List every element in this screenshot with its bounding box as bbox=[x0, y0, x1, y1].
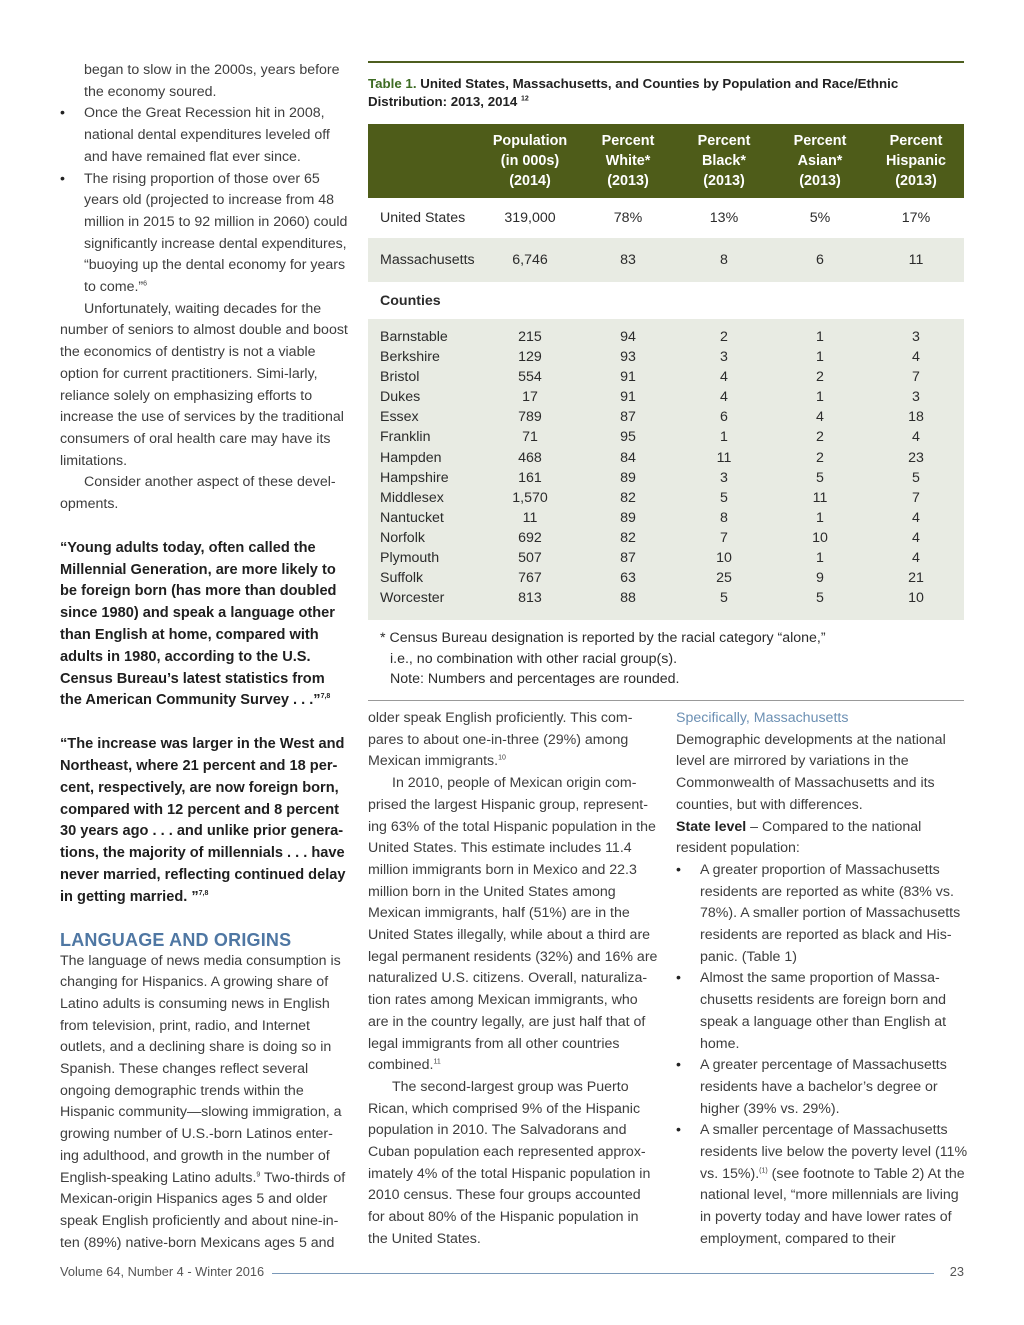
table-cell: Dukes bbox=[368, 387, 480, 407]
bullet-list bbox=[676, 860, 968, 1251]
table-cell: 23 bbox=[868, 447, 964, 467]
table-cell: 5% bbox=[772, 198, 868, 238]
table-cell: 82 bbox=[580, 488, 676, 508]
column-header: Percent Hispanic (2013) bbox=[868, 124, 964, 198]
footnote-ref: 9 bbox=[256, 1170, 261, 1178]
table-cell: 25 bbox=[676, 568, 772, 588]
bullet-list bbox=[60, 103, 350, 298]
table-note: Note: Numbers and percentages are rounded. bbox=[390, 671, 680, 688]
paragraph-text: The language of news media consumption is changing for Hispanics. A growing share of Latino adults is consuming news in English from television, print, radio, and Internet outlets, and a declining share is doing so in Spanish. These changes reflect several ongoing demographic trends within the Hispanic community—slowing immigration, a growing number of U.S.-born Latinos enter-ing adulthood, and growth in the number of English-speaking Latino adults. bbox=[60, 952, 342, 1186]
paragraph: Demographic developments at the national level are mirrored by variations in the Commonwealth of Massachusetts and its counties, but with differences. bbox=[676, 731, 946, 813]
footnote-ref: 6 bbox=[143, 280, 148, 288]
table-cell: 813 bbox=[480, 588, 580, 620]
list-item-text: Once the Great Recession hit in 2008, national dental expenditures leveled off and have remained flat ever since. bbox=[84, 105, 330, 165]
list-item: • Almost the same proportion of Massa-chusetts residents are foreign born and speak a language other than English at home. bbox=[676, 968, 968, 1055]
table-cell: 88 bbox=[580, 588, 676, 620]
footnote-ref: 12 bbox=[520, 95, 529, 103]
table-row bbox=[368, 528, 964, 548]
table-cell: 468 bbox=[480, 447, 580, 467]
table-cell: 11 bbox=[676, 447, 772, 467]
list-item bbox=[60, 103, 350, 168]
issue-label: Volume 64, Number 4 - Winter 2016 bbox=[60, 1264, 265, 1279]
table-cell: Barnstable bbox=[368, 319, 480, 347]
table-cell: Suffolk bbox=[368, 568, 480, 588]
table-cell: 82 bbox=[580, 528, 676, 548]
table-cell: 692 bbox=[480, 528, 580, 548]
table-cell: Bristol bbox=[368, 367, 480, 387]
table-caption-label: Table 1. bbox=[368, 76, 417, 91]
table-cell: 8 bbox=[676, 508, 772, 528]
section-heading: LANGUAGE AND ORIGINS bbox=[60, 929, 292, 950]
table-caption-text: United States, Massachusetts, and Counties by Population and Race/Ethnic Distribution: 2013, 2014 bbox=[368, 76, 899, 109]
table-cell: Franklin bbox=[368, 427, 480, 447]
table-cell: 17 bbox=[480, 387, 580, 407]
table-row bbox=[368, 282, 964, 319]
table-cell: 2 bbox=[772, 367, 868, 387]
table-cell: 319,000 bbox=[480, 198, 580, 238]
data-table bbox=[368, 124, 964, 620]
footnote-ref: 7,8 bbox=[320, 693, 331, 701]
right-column bbox=[676, 708, 968, 1251]
table-cell: 3 bbox=[676, 347, 772, 367]
table-cell: 18 bbox=[868, 407, 964, 427]
table-caption bbox=[368, 75, 964, 111]
table-cell: 129 bbox=[480, 347, 580, 367]
table-cell: 2 bbox=[772, 447, 868, 467]
table-cell: 215 bbox=[480, 319, 580, 347]
table-cell: 1 bbox=[772, 319, 868, 347]
table-cell: 4 bbox=[676, 387, 772, 407]
table-cell: 1 bbox=[676, 427, 772, 447]
list-item: • A greater proportion of Massachusetts residents are reported as white (83% vs. 78%). A smaller portion of Massachusetts residents are reported as black and His-panic. (Table 1) bbox=[676, 860, 968, 969]
table-row bbox=[368, 238, 964, 282]
table-row bbox=[368, 407, 964, 427]
table-cell: 5 bbox=[772, 468, 868, 488]
table-cell: 87 bbox=[580, 407, 676, 427]
paragraph-text: In 2010, people of Mexican origin com-prised the largest Hispanic group, represent-ing 63% of the total Hispanic population in the United States. This estimate includes 11.4 million immigrants born in Mexico and 22.3 million born in the United States among Mexican immigrants, half (51%) are in the United States illegally, while about a third are legal permanent residents (32%) and 16% are naturalized U.S. citizens. Overall, naturaliza-tion rates among Mexican immigrants, who are in the country legally, are just half that of legal immigrants from all other countries combined. bbox=[368, 775, 658, 1074]
table-cell: 6,746 bbox=[480, 238, 580, 282]
table-1 bbox=[368, 61, 964, 690]
table-cell: 6 bbox=[772, 238, 868, 282]
table-cell: United States bbox=[368, 198, 480, 238]
column-header: Percent White* (2013) bbox=[580, 124, 676, 198]
table-cell: Nantucket bbox=[368, 508, 480, 528]
paragraph bbox=[368, 708, 660, 773]
table-row bbox=[368, 468, 964, 488]
table-cell: 5 bbox=[772, 588, 868, 620]
table-cell: 1,570 bbox=[480, 488, 580, 508]
table-notes bbox=[368, 628, 964, 690]
footnote-ref: 11 bbox=[433, 1058, 441, 1066]
paragraph-text: older speak English proficiently. This com-pares to about one-in-three (29%) among Mexican immigrants. bbox=[368, 710, 633, 770]
table-cell: 2 bbox=[676, 319, 772, 347]
list-item-text: At the national level, “more millennials are living in poverty today and have lower rates of employment, compared to their bbox=[700, 1165, 965, 1247]
page-footer bbox=[60, 1264, 964, 1282]
paragraph-text: – Compared to the national resident population: bbox=[676, 818, 922, 857]
table-row bbox=[368, 319, 964, 347]
table-cell: 95 bbox=[580, 427, 676, 447]
table-note: i.e., no combination with other racial group(s). bbox=[390, 650, 678, 667]
table-cell: 89 bbox=[580, 468, 676, 488]
left-column bbox=[60, 60, 350, 1254]
table-cell: 10 bbox=[676, 548, 772, 568]
table-cell: 7 bbox=[868, 488, 964, 508]
table-cell: 4 bbox=[772, 407, 868, 427]
table-cell: 789 bbox=[480, 407, 580, 427]
table-header-row bbox=[368, 124, 964, 198]
pull-quote bbox=[60, 538, 350, 712]
table-cell: 63 bbox=[580, 568, 676, 588]
table-cell: 89 bbox=[580, 508, 676, 528]
column-header bbox=[368, 124, 480, 198]
table-cell: 5 bbox=[868, 468, 964, 488]
table-cell: 11 bbox=[480, 508, 580, 528]
table-subheading: Counties bbox=[368, 282, 964, 319]
table-cell: Worcester bbox=[368, 588, 480, 620]
table-cell: Essex bbox=[368, 407, 480, 427]
paragraph: The second-largest group was Puerto Rican, which comprised 9% of the Hispanic population in 2010. The Salvadorans and Cuban population each represented approx-imately 4% of the total Hispanic population in 2010 census. These four groups accounted for about 80% of the Hispanic population in the United States. bbox=[368, 1078, 651, 1247]
table-cell: Middlesex bbox=[368, 488, 480, 508]
table-cell: 91 bbox=[580, 387, 676, 407]
column-header: Percent Black* (2013) bbox=[676, 124, 772, 198]
table-row bbox=[368, 427, 964, 447]
paragraph-text: Two-thirds of Mexican-origin Hispanics ages 5 and older speak English proficiently and about nine-in-ten (89%) native-born Mexicans ages 5 and bbox=[60, 1169, 346, 1251]
table-cell: 17% bbox=[868, 198, 964, 238]
table-cell: 6 bbox=[676, 407, 772, 427]
table-row bbox=[368, 548, 964, 568]
table-cell: 5 bbox=[676, 588, 772, 620]
table-cell: 4 bbox=[868, 548, 964, 568]
table-cell: 7 bbox=[676, 528, 772, 548]
table-cell: 8 bbox=[676, 238, 772, 282]
list-item-text: The rising proportion of those over 65 years old (projected to increase from 48 million in 2015 to 92 million in 2060) could significantly increase dental expenditures, “buoying up the dental economy for years to come.” bbox=[84, 170, 348, 296]
table-row bbox=[368, 347, 964, 367]
table-cell: 3 bbox=[868, 319, 964, 347]
table-cell: 87 bbox=[580, 548, 676, 568]
paragraph: began to slow in the 2000s, years before the economy soured. bbox=[84, 62, 340, 100]
table-row bbox=[368, 447, 964, 467]
table-row bbox=[368, 367, 964, 387]
table-cell: Massachusetts bbox=[368, 238, 480, 282]
table-cell: 9 bbox=[772, 568, 868, 588]
table-row bbox=[368, 387, 964, 407]
table-cell: 767 bbox=[480, 568, 580, 588]
column-header: Percent Asian* (2013) bbox=[772, 124, 868, 198]
table-cell: 1 bbox=[772, 347, 868, 367]
divider bbox=[368, 61, 964, 63]
table-cell: 4 bbox=[868, 347, 964, 367]
paragraph bbox=[676, 817, 968, 860]
table-cell: 84 bbox=[580, 447, 676, 467]
table-cell: 4 bbox=[868, 427, 964, 447]
table-cell: 554 bbox=[480, 367, 580, 387]
paragraph: Unfortunately, waiting decades for the number of seniors to almost double and boost the economics of dentistry is not a viable option for current practitioners. Simi-larly, reliance solely on emphasizing efforts to increase the use of services by the traditional consumers of oral health care may have its limitations. bbox=[60, 300, 348, 469]
table-cell: 507 bbox=[480, 548, 580, 568]
list-item: • A greater percentage of Massachusetts residents have a bachelor’s degree or higher (39% vs. 29%). bbox=[676, 1055, 968, 1120]
table-cell: 2 bbox=[772, 427, 868, 447]
footnote-ref: 7,8 bbox=[198, 889, 209, 897]
table-cell: 10 bbox=[772, 528, 868, 548]
table-cell: 1 bbox=[772, 508, 868, 528]
paragraph: Consider another aspect of these devel-opments. bbox=[60, 474, 336, 513]
list-item bbox=[676, 1120, 968, 1250]
table-cell: 94 bbox=[580, 319, 676, 347]
table-cell: 1 bbox=[772, 548, 868, 568]
table-row bbox=[368, 588, 964, 620]
table-cell: 1 bbox=[772, 387, 868, 407]
middle-column bbox=[368, 708, 660, 1251]
table-cell: Berkshire bbox=[368, 347, 480, 367]
table-cell: Plymouth bbox=[368, 548, 480, 568]
table-row bbox=[368, 198, 964, 238]
table-cell: Hampden bbox=[368, 447, 480, 467]
table-cell: 93 bbox=[580, 347, 676, 367]
table-note: * Census Bureau designation is reported by the racial category “alone,” bbox=[380, 630, 826, 647]
table-cell: 21 bbox=[868, 568, 964, 588]
table-row bbox=[368, 568, 964, 588]
table-cell: 7 bbox=[868, 367, 964, 387]
footnote-ref: 10 bbox=[498, 754, 506, 762]
table-cell: Hampshire bbox=[368, 468, 480, 488]
table-cell: 83 bbox=[580, 238, 676, 282]
table-cell: 5 bbox=[676, 488, 772, 508]
table-cell: 11 bbox=[772, 488, 868, 508]
table-cell: 4 bbox=[868, 508, 964, 528]
divider bbox=[272, 1273, 934, 1274]
table-cell: 11 bbox=[868, 238, 964, 282]
table-cell: 4 bbox=[868, 528, 964, 548]
pull-quote bbox=[60, 734, 350, 908]
paragraph bbox=[368, 773, 660, 1077]
divider bbox=[368, 700, 964, 701]
subheading: Specifically, Massachusetts bbox=[676, 710, 849, 726]
list-item-text: A smaller percentage of Massachusetts residents live below the poverty level (11% vs. 15%). bbox=[700, 1122, 968, 1182]
footnote-ref: (1) bbox=[759, 1167, 768, 1175]
table-row bbox=[368, 488, 964, 508]
table-cell: 13% bbox=[676, 198, 772, 238]
table-cell: 78% bbox=[580, 198, 676, 238]
table-cell: 4 bbox=[676, 367, 772, 387]
table-cell: 3 bbox=[868, 387, 964, 407]
inline-label: State level bbox=[676, 818, 747, 835]
pull-quote-text: “Young adults today, often called the Millennial Generation, are more likely to be foreign born (has more than doubled since 1980) and speak a language other than English at home, compared with adults in 1980, according to the U.S. Census Bureau’s latest statistics from the American Community Survey . . .” bbox=[60, 539, 337, 709]
table-cell: 71 bbox=[480, 427, 580, 447]
table-cell: Norfolk bbox=[368, 528, 480, 548]
table-row bbox=[368, 508, 964, 528]
table-cell: 3 bbox=[676, 468, 772, 488]
table-cell: 91 bbox=[580, 367, 676, 387]
list-item-text: (see footnote to Table 2) bbox=[767, 1165, 925, 1182]
table-cell: 161 bbox=[480, 468, 580, 488]
page-number: 23 bbox=[949, 1264, 964, 1279]
pull-quote-text: “The increase was larger in the West and Northeast, where 21 percent and 18 per-cent, respectively, are now foreign born, compared with 12 percent and 8 percent 30 years ago . . . and unlike prior genera-tions, the majority of millennials . . . have never married, reflecting continued delay in getting married. ” bbox=[60, 736, 346, 905]
column-header: Population (in 000s) (2014) bbox=[480, 124, 580, 198]
paragraph bbox=[60, 951, 350, 1255]
table-cell: 10 bbox=[868, 588, 964, 620]
list-item bbox=[60, 169, 350, 299]
